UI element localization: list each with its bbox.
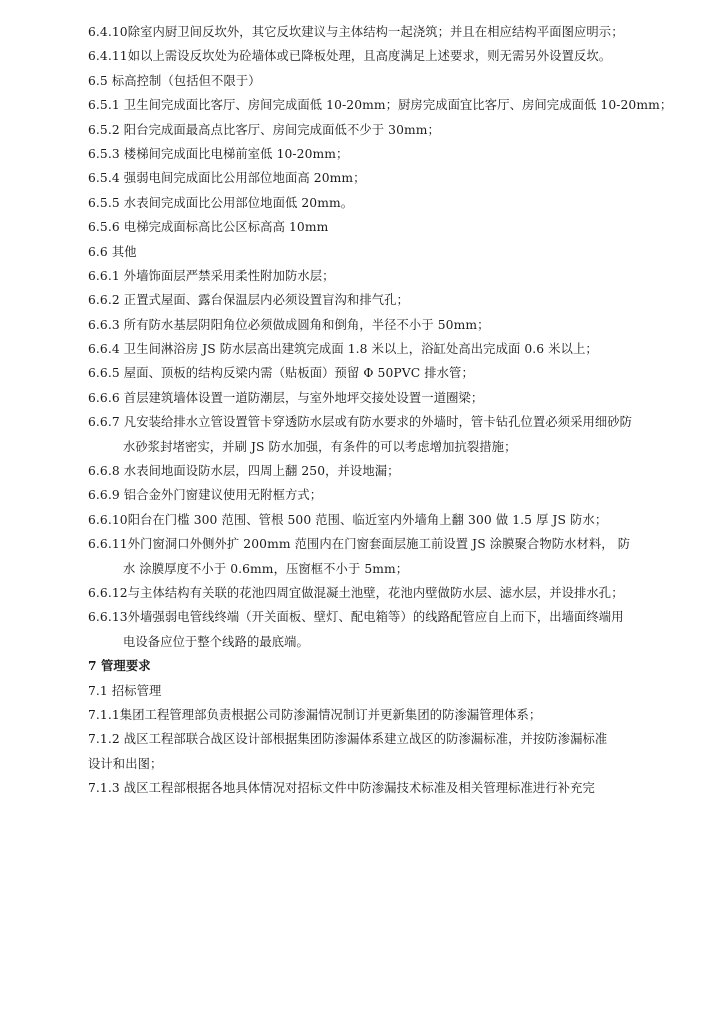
text-line <box>88 679 688 703</box>
clause-number: 7.1 <box>88 683 108 698</box>
clause-text: 凡安装给排水立管设置管卡穿透防水层或有防水要求的外墙时，管卡钻孔位置必须采用细砂防 <box>119 415 633 430</box>
clause-text: 集团工程管理部负责根据公司防渗漏情况制订并更新集团的防渗漏管理体系； <box>119 707 542 722</box>
clause-text: 阳台完成面最高点比客厅、房间完成面低不少于 30mm； <box>119 122 440 137</box>
text-line <box>88 44 688 68</box>
clause-text: 所有防水基层阴阳角位必须做成圆角和倒角，半径不小于 50mm； <box>119 317 490 332</box>
clause-number: 7.1.3 <box>88 781 120 796</box>
clause-text: 外门窗洞口外侧外扩 200mm 范围内在门窗套面层施工前设置 JS 涂膜聚合物防水材料， 防 <box>127 537 631 552</box>
clause-text: 除室内厨卫间反坎外，其它反坎建议与主体结构一起浇筑；并且在相应结构平面图应明示； <box>127 25 624 39</box>
text-line <box>88 69 688 93</box>
section-heading <box>88 654 688 678</box>
text-line <box>88 605 688 629</box>
text-line <box>88 288 688 312</box>
text-line <box>88 240 688 264</box>
clause-number: 6.6.8 <box>88 464 120 479</box>
clause-text: 其他 <box>107 244 137 259</box>
clause-number: 6.5.3 <box>88 146 120 161</box>
clause-number: 6.5.1 <box>88 98 120 113</box>
clause-text: 水表间完成面比公用部位地面低 20mm。 <box>119 195 354 210</box>
clause-number: 6.5.6 <box>88 220 120 235</box>
clause-text: 水砂浆封堵密实，并刷 JS 防水加强，有条件的可以考虑增加抗裂措施； <box>123 439 517 454</box>
text-line <box>88 337 688 361</box>
clause-number: 6.6.2 <box>88 293 120 308</box>
clause-text: 与主体结构有关联的花池四周宜做混凝土池壁，花池内壁做防水层、滤水层，并设排水孔； <box>127 585 624 600</box>
text-line <box>88 313 688 337</box>
text-line <box>88 386 688 410</box>
clause-number: 6.5 <box>88 73 108 88</box>
clause-number: 6.5.2 <box>88 122 120 137</box>
clause-number: 6.4.11 <box>88 49 128 64</box>
text-line <box>88 508 688 532</box>
clause-text: 电梯完成面标高比公区标高高 10mm <box>119 220 329 235</box>
text-line <box>88 191 688 215</box>
clause-text: 屋面、顶板的结构反梁内需（贴板面）预留 Φ 50PVC 排水管； <box>119 366 474 381</box>
clause-text: 水表间地面设防水层，四周上翻 250，并设地漏； <box>119 464 400 479</box>
text-line <box>88 142 688 166</box>
text-line <box>88 264 688 288</box>
text-line <box>88 776 688 800</box>
clause-text: 标高控制（包括但不限于） <box>107 73 261 88</box>
clause-number: 6.6.11 <box>88 537 128 552</box>
text-line <box>88 532 688 556</box>
clause-number: 6.6.1 <box>88 268 120 283</box>
text-line <box>88 20 688 44</box>
text-line <box>88 215 688 239</box>
clause-text: 电设备应位于整个线路的最底端。 <box>123 634 309 649</box>
text-line <box>88 557 688 581</box>
text-line <box>88 93 688 117</box>
clause-number: 6.6.13 <box>88 610 128 625</box>
clause-number: 7 <box>88 658 97 674</box>
text-line <box>88 435 688 459</box>
clause-text: 强弱电间完成面比公用部位地面高 20mm； <box>119 171 366 186</box>
clause-text: 外墙饰面层严禁采用柔性附加防水层； <box>119 268 335 283</box>
clause-text: 卫生间完成面比客厅、房间完成面低 10-20mm；厨房完成面宜比客厅、房间完成面低 10-20mm； <box>119 98 673 113</box>
clause-number: 6.6.7 <box>88 415 120 430</box>
clause-text: 首层建筑墙体设置一道防潮层，与室外地坪交接处设置一道圈梁； <box>119 390 484 405</box>
clause-number: 6.6.5 <box>88 366 120 381</box>
clause-number: 6.4.10 <box>88 25 128 39</box>
clause-text: 招标管理 <box>107 683 162 698</box>
text-line <box>88 581 688 605</box>
clause-text: 战区工程部根据各地具体情况对招标文件中防渗漏技术标准及相关管理标准进行补充完 <box>119 781 595 796</box>
clause-text: 正置式屋面、露台保温层内必须设置盲沟和排气孔； <box>119 293 409 308</box>
clause-number: 6.5.4 <box>88 171 120 186</box>
document-body <box>88 20 688 801</box>
text-line <box>88 118 688 142</box>
clause-text: 管理要求 <box>96 658 151 674</box>
clause-text: 铝合金外门窗建议使用无附框方式； <box>119 488 323 503</box>
clause-number: 6.5.5 <box>88 195 120 210</box>
text-line <box>88 727 688 751</box>
clause-text: 设计和出图； <box>88 756 163 771</box>
clause-text: 楼梯间完成面比电梯前室低 10-20mm； <box>119 146 349 161</box>
clause-number: 6.6.4 <box>88 342 120 357</box>
text-line <box>88 752 688 776</box>
clause-text: 卫生间淋浴房 JS 防水层高出建筑完成面 1.8 米以上，浴缸处高出完成面 0.6 米以上； <box>119 342 598 357</box>
clause-text: 战区工程部联合战区设计部根据集团防渗漏体系建立战区的防渗漏标准，并按防渗漏标准 <box>119 732 608 747</box>
clause-number: 6.6.3 <box>88 317 120 332</box>
clause-text: 外墙强弱电管线终端（开关面板、壁灯、配电箱等）的线路配管应自上而下，出墙面终端用 <box>127 610 624 625</box>
text-line <box>88 459 688 483</box>
clause-number: 7.1.2 <box>88 732 120 747</box>
text-line <box>88 361 688 385</box>
clause-number: 6.6.12 <box>88 585 128 600</box>
clause-text: 阳台在门槛 300 范围、管根 500 范围、临近室内外墙角上翻 300 做 1.5 厚 JS 防水； <box>127 512 608 527</box>
clause-number: 6.6.6 <box>88 390 120 405</box>
clause-number: 6.6 <box>88 244 108 259</box>
clause-text: 水 涂膜厚度不小于 0.6mm，压窗框不小于 5mm； <box>123 561 409 576</box>
text-line <box>88 703 688 727</box>
text-line <box>88 166 688 190</box>
clause-number: 6.6.10 <box>88 512 128 527</box>
clause-text: 如以上需设反坎处为砼墙体或已降板处理，且高度满足上述要求，则无需另外设置反坎。 <box>127 49 612 64</box>
text-line <box>88 410 688 434</box>
text-line <box>88 630 688 654</box>
text-line <box>88 483 688 507</box>
clause-number: 7.1.1 <box>88 707 120 722</box>
clause-number: 6.6.9 <box>88 488 120 503</box>
